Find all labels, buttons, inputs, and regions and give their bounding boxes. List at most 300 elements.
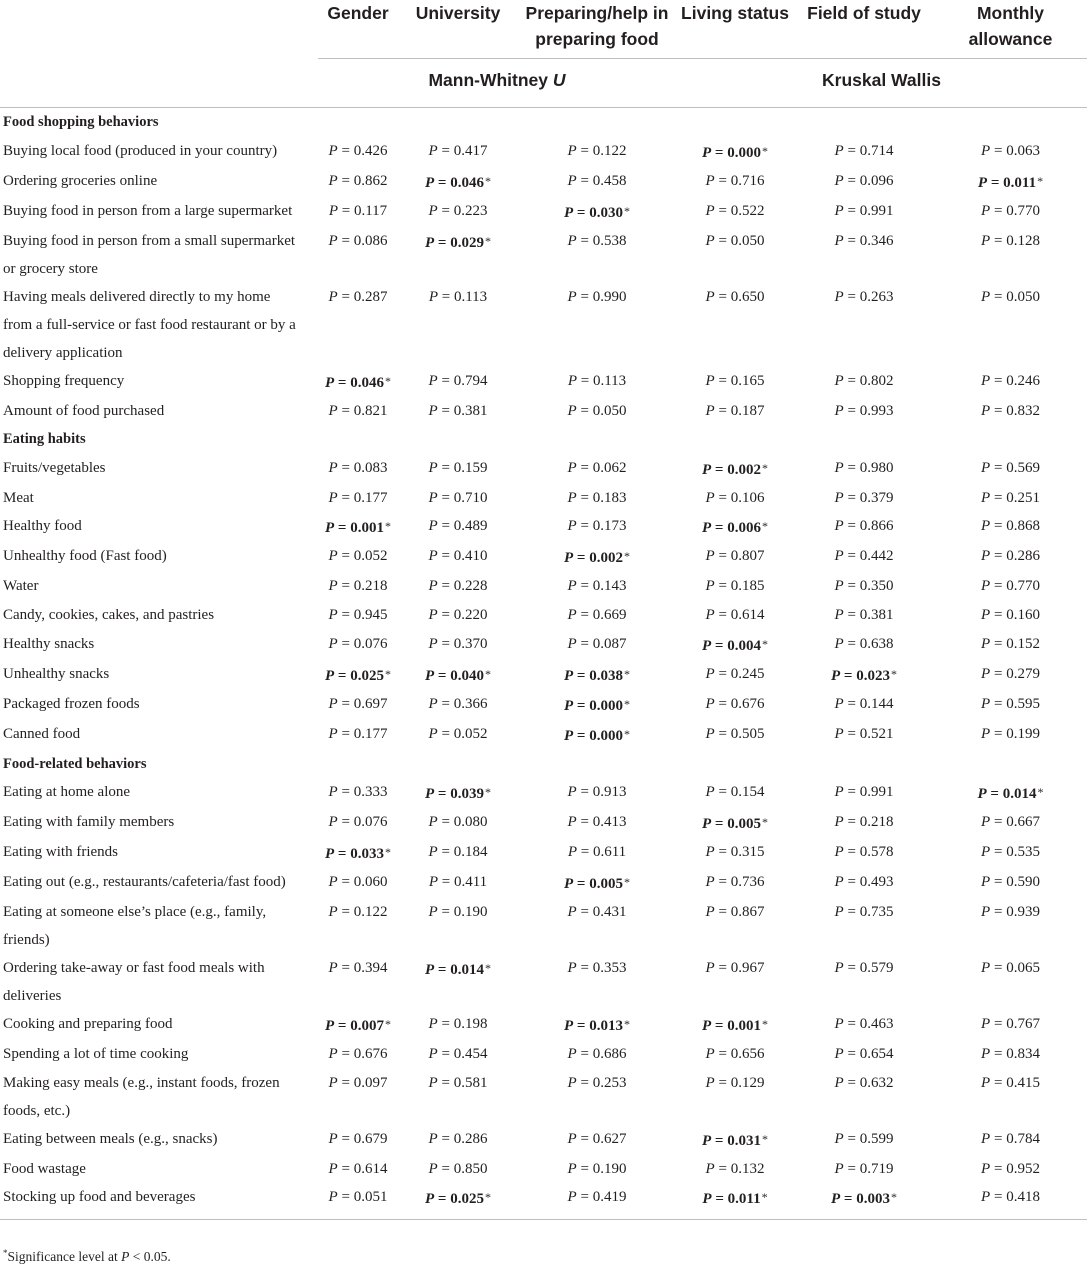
p-number: 0.346: [859, 232, 894, 249]
cell-monthly-allowance: [934, 690, 1087, 720]
p-number: 0.370: [453, 635, 488, 652]
p-symbol: P: [564, 550, 574, 567]
p-value: P = 0.003: [831, 1191, 890, 1208]
p-number: 0.418: [1006, 1189, 1040, 1206]
p-number: 0.263: [859, 288, 894, 305]
cell-living-status: [676, 542, 794, 572]
p-value: P = 0.590: [981, 874, 1040, 891]
test-name-mann-whitney: Mann-Whitney: [428, 70, 549, 90]
p-value: P = 0.945: [328, 606, 388, 623]
p-symbol: P: [981, 874, 991, 891]
p-number: 0.083: [353, 459, 388, 476]
row-label: Amount of food purchased: [3, 402, 165, 419]
p-symbol: P: [705, 1046, 715, 1063]
p-value: P = 0.001: [325, 520, 384, 537]
p-symbol: P: [705, 372, 715, 389]
p-symbol: P: [981, 202, 991, 219]
p-symbol: P: [981, 142, 991, 159]
significance-star: *: [761, 815, 768, 830]
cell-preparing-food: [518, 227, 676, 283]
footnote-var: P: [121, 1249, 130, 1264]
p-number: 0.251: [1006, 489, 1040, 506]
p-number: 0.228: [453, 578, 488, 595]
p-value: P = 0.129: [705, 1074, 765, 1091]
p-symbol: P: [981, 372, 991, 389]
cell-gender: [318, 397, 398, 426]
p-number: 0.113: [592, 372, 627, 389]
p-value: P = 0.223: [428, 202, 488, 219]
p-number: 0.160: [1006, 606, 1040, 623]
p-value: P = 0.410: [428, 548, 488, 565]
cell-living-status: [676, 838, 794, 868]
p-value: P = 0.132: [705, 1160, 765, 1177]
p-number: 0.638: [859, 635, 894, 652]
p-symbol: P: [567, 402, 577, 419]
cell-living-status: [676, 898, 794, 954]
p-value: P = 0.431: [567, 904, 627, 921]
cell-preparing-food: [518, 660, 676, 690]
p-symbol: P: [981, 1189, 991, 1206]
p-symbol: P: [325, 374, 335, 391]
p-value: P = 0.000: [702, 144, 761, 161]
col-header-field-of-study: Field of study: [807, 3, 921, 23]
cell-preparing-food: [518, 898, 676, 954]
cell-gender: [318, 954, 398, 1010]
p-symbol: P: [325, 846, 335, 863]
p-value: P = 0.990: [567, 288, 627, 305]
p-symbol: P: [981, 518, 991, 535]
p-number: 0.489: [453, 518, 488, 535]
p-number: 0.993: [859, 402, 894, 419]
p-value: P = 0.177: [328, 489, 388, 506]
p-number: 0.039: [450, 786, 484, 803]
p-symbol: P: [834, 635, 844, 652]
p-number: 0.410: [453, 548, 488, 565]
p-symbol: P: [834, 1046, 844, 1063]
p-symbol: P: [567, 578, 577, 595]
p-value: P = 0.614: [705, 606, 765, 623]
significance-star: *: [384, 666, 391, 681]
cell-gender: [318, 1010, 398, 1040]
cell-field-of-study: [794, 720, 934, 750]
p-value: P = 0.862: [328, 172, 388, 189]
p-symbol: P: [328, 874, 338, 891]
p-value: P = 0.489: [428, 518, 488, 535]
p-number: 0.128: [1006, 232, 1040, 249]
cell-field-of-study: [794, 167, 934, 197]
p-symbol: P: [834, 288, 844, 305]
table-row: [0, 690, 1087, 720]
cell-preparing-food: [518, 808, 676, 838]
p-value: P = 0.650: [705, 288, 765, 305]
p-value: P = 0.113: [428, 288, 488, 305]
cell-preparing-food: [518, 137, 676, 167]
cell-living-status: [676, 283, 794, 367]
p-value: P = 0.714: [834, 142, 894, 159]
p-symbol: P: [705, 489, 715, 506]
cell-field-of-study: [794, 1040, 934, 1069]
p-value: P = 0.686: [567, 1046, 627, 1063]
table-row: [0, 720, 1087, 750]
p-value: P = 0.005: [702, 816, 761, 833]
p-symbol: P: [567, 489, 577, 506]
p-value: P = 0.004: [702, 637, 761, 654]
p-symbol: P: [328, 1130, 338, 1147]
cell-monthly-allowance: [934, 1125, 1087, 1155]
p-number: 0.454: [453, 1046, 488, 1063]
cell-gender: [318, 137, 398, 167]
p-value: P = 0.050: [705, 232, 765, 249]
row-label: Buying food in person from a large supermarket: [3, 202, 293, 219]
table-row: [0, 601, 1087, 630]
p-symbol: P: [328, 459, 338, 476]
p-number: 0.614: [730, 606, 765, 623]
p-value: P = 0.381: [428, 402, 488, 419]
p-number: 0.794: [453, 372, 488, 389]
p-symbol: P: [567, 635, 577, 652]
table-row: [0, 1010, 1087, 1040]
significance-star: *: [761, 1131, 768, 1146]
cell-university: [398, 1125, 518, 1155]
p-number: 0.767: [1006, 1016, 1040, 1033]
table-row: [0, 660, 1087, 690]
p-value: P = 0.913: [567, 784, 627, 801]
cell-monthly-allowance: [934, 778, 1087, 808]
p-number: 0.052: [353, 548, 388, 565]
row-label: Making easy meals (e.g., instant foods, frozen foods, etc.): [3, 1074, 280, 1119]
p-value: P = 0.697: [328, 695, 388, 712]
p-number: 0.458: [592, 172, 627, 189]
p-value: P = 0.006: [702, 520, 761, 537]
p-number: 0.029: [450, 234, 484, 251]
cell-field-of-study: [794, 778, 934, 808]
section-header-row: [0, 108, 1087, 137]
cell-university: [398, 137, 518, 167]
significance-star: *: [623, 696, 630, 711]
p-number: 0.129: [730, 1074, 765, 1091]
cell-preparing-food: [518, 690, 676, 720]
section-title: Food shopping behaviors: [3, 114, 159, 130]
p-value: P = 0.060: [328, 874, 388, 891]
p-number: 0.578: [859, 844, 894, 861]
p-value: P = 0.353: [567, 960, 627, 977]
p-symbol: P: [567, 904, 577, 921]
cell-university: [398, 367, 518, 397]
p-value: P = 0.013: [564, 1018, 623, 1035]
p-value: P = 0.007: [325, 1018, 384, 1035]
p-symbol: P: [981, 578, 991, 595]
cell-living-status: [676, 1069, 794, 1125]
p-symbol: P: [705, 695, 715, 712]
p-symbol: P: [834, 518, 844, 535]
p-symbol: P: [428, 518, 438, 535]
table-row: [0, 868, 1087, 898]
p-number: 0.667: [1006, 814, 1040, 831]
p-symbol: P: [702, 461, 712, 478]
p-value: P = 0.315: [705, 844, 765, 861]
p-symbol: P: [567, 288, 577, 305]
p-symbol: P: [428, 372, 438, 389]
significance-star: *: [484, 666, 491, 681]
p-symbol: P: [981, 665, 991, 682]
cell-field-of-study: [794, 367, 934, 397]
table-row: [0, 778, 1087, 808]
p-symbol: P: [567, 518, 577, 535]
p-symbol: P: [981, 489, 991, 506]
p-value: P = 0.152: [981, 635, 1040, 652]
cell-living-status: [676, 227, 794, 283]
p-symbol: P: [702, 1132, 712, 1149]
cell-university: [398, 690, 518, 720]
cell-living-status: [676, 197, 794, 227]
p-number: 0.004: [727, 637, 761, 654]
p-number: 0.060: [353, 874, 388, 891]
cell-preparing-food: [518, 542, 676, 572]
p-symbol: P: [328, 960, 338, 977]
row-label: Eating at home alone: [3, 784, 131, 801]
p-number: 0.117: [353, 202, 388, 219]
p-number: 0.063: [1006, 142, 1040, 159]
cell-university: [398, 838, 518, 868]
p-number: 0.040: [450, 667, 484, 684]
p-value: P = 0.228: [428, 578, 488, 595]
p-symbol: P: [567, 1189, 577, 1206]
cell-field-of-study: [794, 1010, 934, 1040]
p-number: 0.714: [859, 142, 894, 159]
cell-field-of-study: [794, 454, 934, 484]
p-number: 0.521: [859, 725, 894, 742]
cell-field-of-study: [794, 1125, 934, 1155]
p-value: P = 0.767: [981, 1016, 1040, 1033]
cell-university: [398, 720, 518, 750]
p-symbol: P: [981, 1016, 991, 1033]
p-number: 0.152: [1006, 635, 1040, 652]
p-symbol: P: [428, 844, 438, 861]
significance-star: *: [890, 666, 897, 681]
p-number: 0.710: [453, 489, 488, 506]
p-number: 0.014: [1002, 786, 1037, 803]
p-number: 0.716: [730, 172, 765, 189]
p-symbol: P: [564, 667, 574, 684]
cell-living-status: [676, 1010, 794, 1040]
p-symbol: P: [834, 874, 844, 891]
p-number: 0.538: [592, 232, 627, 249]
cell-gender: [318, 1069, 398, 1125]
p-value: P = 0.184: [428, 844, 488, 861]
p-number: 0.493: [859, 874, 894, 891]
p-value: P = 0.866: [834, 518, 894, 535]
p-symbol: P: [428, 578, 438, 595]
p-symbol: P: [428, 459, 438, 476]
p-value: P = 0.679: [328, 1130, 388, 1147]
p-symbol: P: [981, 232, 991, 249]
p-number: 0.676: [353, 1046, 388, 1063]
p-number: 0.939: [1006, 904, 1040, 921]
p-symbol: P: [834, 459, 844, 476]
p-symbol: P: [981, 725, 991, 742]
p-number: 0.002: [727, 461, 761, 478]
cell-gender: [318, 197, 398, 227]
p-number: 0.246: [1006, 372, 1040, 389]
row-label: Ordering take-away or fast food meals with deliveries: [3, 960, 265, 1005]
p-value: P = 0.190: [428, 904, 488, 921]
table-row: [0, 898, 1087, 954]
p-value: P = 0.538: [567, 232, 627, 249]
p-number: 0.013: [589, 1018, 623, 1035]
p-number: 0.050: [730, 232, 765, 249]
p-number: 0.087: [592, 635, 627, 652]
p-number: 0.253: [592, 1074, 627, 1091]
p-value: P = 0.159: [428, 459, 488, 476]
cell-university: [398, 542, 518, 572]
p-number: 0.333: [353, 784, 388, 801]
cell-gender: [318, 778, 398, 808]
p-value: P = 0.463: [834, 1016, 894, 1033]
p-symbol: P: [567, 784, 577, 801]
cell-university: [398, 512, 518, 542]
p-symbol: P: [567, 1160, 577, 1177]
p-value: P = 0.735: [834, 904, 894, 921]
p-symbol: P: [834, 489, 844, 506]
row-label: Meat: [3, 489, 34, 506]
table-row: [0, 808, 1087, 838]
p-number: 0.411: [453, 874, 488, 891]
significance-star: *: [761, 460, 768, 475]
p-symbol: P: [705, 172, 715, 189]
p-value: P = 0.632: [834, 1074, 894, 1091]
cell-university: [398, 868, 518, 898]
p-number: 0.945: [353, 606, 388, 623]
p-number: 0.913: [592, 784, 627, 801]
p-symbol: P: [834, 725, 844, 742]
p-number: 0.590: [1006, 874, 1040, 891]
p-value: P = 0.967: [705, 960, 765, 977]
p-number: 0.187: [730, 402, 765, 419]
p-number: 0.419: [592, 1189, 627, 1206]
p-number: 0.614: [353, 1160, 388, 1177]
p-number: 0.023: [856, 667, 890, 684]
p-number: 0.686: [592, 1046, 627, 1063]
p-value: P = 0.784: [981, 1130, 1040, 1147]
p-number: 0.080: [453, 814, 488, 831]
p-number: 0.669: [592, 606, 627, 623]
p-value: P = 0.062: [567, 459, 627, 476]
p-symbol: P: [702, 144, 712, 161]
p-number: 0.025: [450, 1191, 484, 1208]
p-symbol: P: [702, 1018, 712, 1035]
p-symbol: P: [564, 876, 574, 893]
p-symbol: P: [425, 174, 435, 191]
p-symbol: P: [328, 142, 338, 159]
p-number: 0.052: [453, 725, 488, 742]
p-value: P = 0.807: [705, 548, 765, 565]
cell-preparing-food: [518, 868, 676, 898]
cell-preparing-food: [518, 397, 676, 426]
p-number: 0.679: [353, 1130, 388, 1147]
p-symbol: P: [428, 202, 438, 219]
p-symbol: P: [977, 174, 988, 191]
p-symbol: P: [981, 606, 991, 623]
significance-star: *: [623, 1017, 630, 1032]
p-value: P = 0.187: [705, 402, 765, 419]
p-symbol: P: [428, 1130, 438, 1147]
p-value: P = 0.287: [328, 288, 388, 305]
p-value: P = 0.173: [567, 518, 627, 535]
p-value: P = 0.253: [567, 1074, 627, 1091]
p-number: 0.991: [859, 202, 894, 219]
row-label: Water: [3, 578, 39, 595]
p-value: P = 0.850: [428, 1160, 488, 1177]
p-number: 0.595: [1006, 695, 1040, 712]
p-number: 0.050: [1006, 288, 1040, 305]
p-number: 0.581: [453, 1074, 488, 1091]
p-number: 0.632: [859, 1074, 894, 1091]
cell-monthly-allowance: [934, 572, 1087, 601]
p-number: 0.611: [592, 844, 627, 861]
p-number: 0.086: [353, 232, 388, 249]
cell-monthly-allowance: [934, 1183, 1087, 1220]
table-row: [0, 954, 1087, 1010]
cell-university: [398, 660, 518, 690]
p-number: 0.122: [353, 904, 388, 921]
p-value: P = 0.031: [702, 1132, 761, 1149]
p-number: 0.279: [1006, 665, 1040, 682]
p-symbol: P: [705, 960, 715, 977]
p-value: P = 0.569: [981, 459, 1040, 476]
p-value: P = 0.122: [328, 904, 388, 921]
p-value: P = 0.656: [705, 1046, 765, 1063]
cell-university: [398, 630, 518, 660]
col-header-preparing-food: Preparing/help in preparing food: [525, 3, 669, 49]
p-symbol: P: [702, 816, 712, 833]
p-number: 0.113: [453, 288, 488, 305]
cell-field-of-study: [794, 484, 934, 513]
p-number: 0.442: [859, 548, 894, 565]
p-symbol: P: [425, 962, 435, 979]
test-suffix-u: U: [552, 70, 566, 90]
p-value: P = 0.736: [705, 874, 765, 891]
p-value: P = 0.040: [425, 667, 484, 684]
row-label: Healthy food: [3, 518, 82, 535]
cell-university: [398, 1155, 518, 1184]
p-symbol: P: [705, 1160, 715, 1177]
cell-living-status: [676, 1040, 794, 1069]
significance-star: *: [623, 203, 630, 218]
p-value: P = 0.493: [834, 874, 894, 891]
p-number: 0.030: [589, 204, 623, 221]
p-value: P = 0.286: [981, 548, 1040, 565]
row-label: Having meals delivered directly to my home from a full-service or fast food restaurant or by a delivery application: [3, 288, 296, 361]
p-symbol: P: [328, 172, 338, 189]
cell-gender: [318, 660, 398, 690]
table-row: [0, 367, 1087, 397]
p-symbol: P: [834, 814, 844, 831]
p-symbol: P: [981, 288, 991, 305]
header-bottom-rule: [0, 99, 1087, 108]
p-value: P = 0.052: [428, 725, 488, 742]
cell-living-status: [676, 954, 794, 1010]
p-value: P = 0.025: [325, 667, 384, 684]
p-value: P = 0.522: [705, 202, 765, 219]
p-symbol: P: [328, 202, 338, 219]
p-symbol: P: [705, 874, 715, 891]
p-symbol: P: [567, 844, 577, 861]
p-symbol: P: [567, 1074, 577, 1091]
p-symbol: P: [834, 1016, 844, 1033]
significance-star: *: [1037, 785, 1044, 800]
p-symbol: P: [428, 1074, 438, 1091]
row-label: Packaged frozen foods: [3, 695, 140, 712]
